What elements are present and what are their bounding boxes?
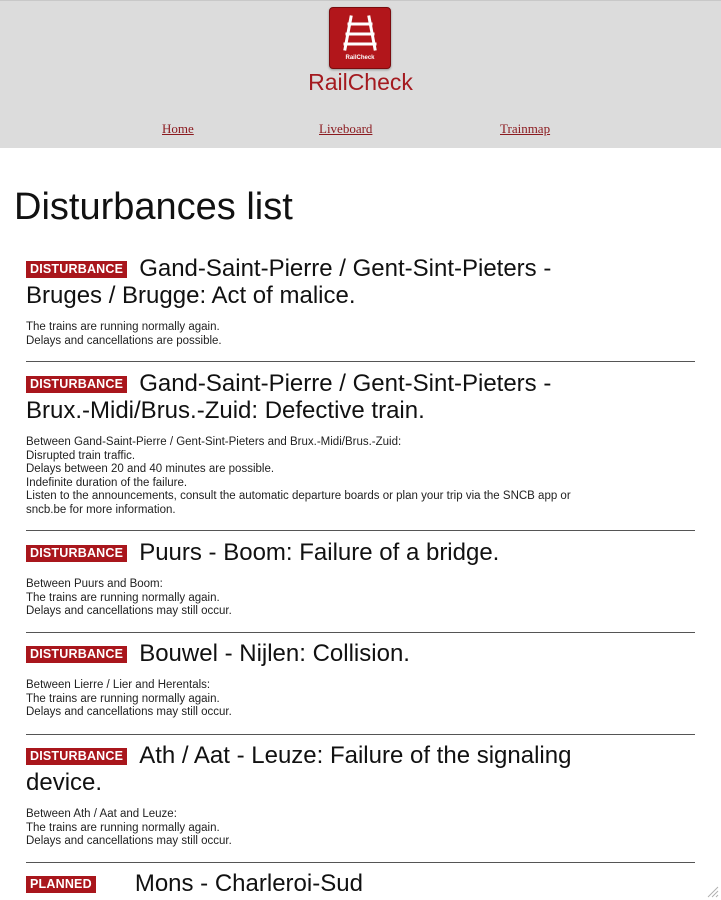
- rail-track-icon: [339, 13, 381, 53]
- disturbance-title-line: Puurs - Boom: Failure of a bridge.: [139, 539, 500, 566]
- disturbance-item[interactable]: [26, 640, 694, 720]
- item-divider: [26, 862, 695, 863]
- description-line: Between Lierre / Lier and Herentals:: [26, 679, 211, 691]
- disturbance-title-line: Gand-Saint-Pierre / Gent-Sint-Pieters -: [139, 255, 552, 282]
- description-line: sncb.be for more information.: [26, 503, 176, 516]
- disturbance-title-line: Mons - Charleroi-Sud: [134, 870, 363, 897]
- disturbance-title: [26, 742, 694, 796]
- status-badge: DISTURBANCE: [26, 545, 127, 562]
- nav-liveboard-link[interactable]: Liveboard: [319, 121, 373, 136]
- disturbance-title-line: Bouwel - Nijlen: Collision.: [139, 640, 410, 667]
- app-name: RailCheck: [308, 69, 413, 95]
- disturbance-item[interactable]: [26, 255, 694, 348]
- disturbance-title: [26, 870, 694, 897]
- description-line: Delays and cancellations may still occur.: [26, 835, 232, 847]
- resize-grip-icon[interactable]: [705, 884, 719, 898]
- description-line: The trains are running normally again.: [26, 591, 220, 604]
- disturbance-title-line: Ath / Aat - Leuze: Failure of the signaling: [139, 742, 572, 769]
- item-divider: [26, 632, 695, 633]
- disturbance-title-line: device.: [26, 769, 103, 796]
- status-badge: PLANNED: [26, 876, 96, 893]
- disturbance-item[interactable]: [26, 539, 694, 619]
- description-line: The trains are running normally again.: [26, 321, 220, 333]
- disturbance-item[interactable]: [26, 370, 694, 517]
- description-line: Listen to the announcements, consult the automatic departure boards or plan your trip via the SNCB app or: [26, 490, 571, 502]
- description-line: Disrupted train traffic.: [26, 449, 136, 462]
- disturbance-title-line: Gand-Saint-Pierre / Gent-Sint-Pieters -: [139, 370, 552, 397]
- disturbance-description: [26, 578, 694, 619]
- description-line: Delays and cancellations may still occur.: [26, 706, 232, 718]
- description-line: Between Gand-Saint-Pierre / Gent-Sint-Pieters and Brux.-Midi/Brus.-Zuid:: [26, 436, 402, 448]
- disturbance-item[interactable]: [26, 742, 694, 849]
- app-logo[interactable]: [329, 7, 391, 69]
- nav-trainmap-link[interactable]: Trainmap: [500, 121, 551, 136]
- app-header: [0, 0, 721, 148]
- status-badge: DISTURBANCE: [26, 261, 127, 278]
- item-divider: [26, 530, 695, 531]
- description-line: The trains are running normally again.: [26, 692, 220, 705]
- description-line: The trains are running normally again.: [26, 821, 220, 834]
- description-line: Between Puurs and Boom:: [26, 578, 163, 590]
- disturbance-description: [26, 321, 694, 348]
- item-divider: [26, 734, 695, 735]
- disturbance-title: [26, 255, 694, 309]
- description-line: Delays and cancellations may still occur.: [26, 605, 232, 617]
- disturbance-description: [26, 808, 694, 849]
- disturbance-title: [26, 539, 694, 566]
- logo-text: RailCheck: [345, 55, 375, 61]
- item-divider: [26, 361, 695, 362]
- disturbance-title: [26, 640, 694, 667]
- status-badge: DISTURBANCE: [26, 748, 127, 765]
- disturbance-title: [26, 370, 694, 424]
- status-badge: DISTURBANCE: [26, 376, 127, 393]
- description-line: Delays between 20 and 40 minutes are possible.: [26, 463, 275, 475]
- page-title: Disturbances list: [14, 186, 293, 228]
- disturbance-title-line: Brux.-Midi/Brus.-Zuid: Defective train.: [26, 397, 425, 424]
- description-line: Between Ath / Aat and Leuze:: [26, 808, 177, 820]
- description-line: Indefinite duration of the failure.: [26, 476, 188, 489]
- disturbance-title-line: Bruges / Brugge: Act of malice.: [26, 282, 356, 309]
- status-badge: DISTURBANCE: [26, 646, 127, 663]
- nav-home-link[interactable]: Home: [162, 121, 194, 136]
- description-line: Delays and cancellations are possible.: [26, 334, 222, 347]
- disturbance-description: [26, 679, 694, 720]
- disturbance-description: [26, 436, 694, 517]
- disturbance-item[interactable]: [26, 870, 694, 897]
